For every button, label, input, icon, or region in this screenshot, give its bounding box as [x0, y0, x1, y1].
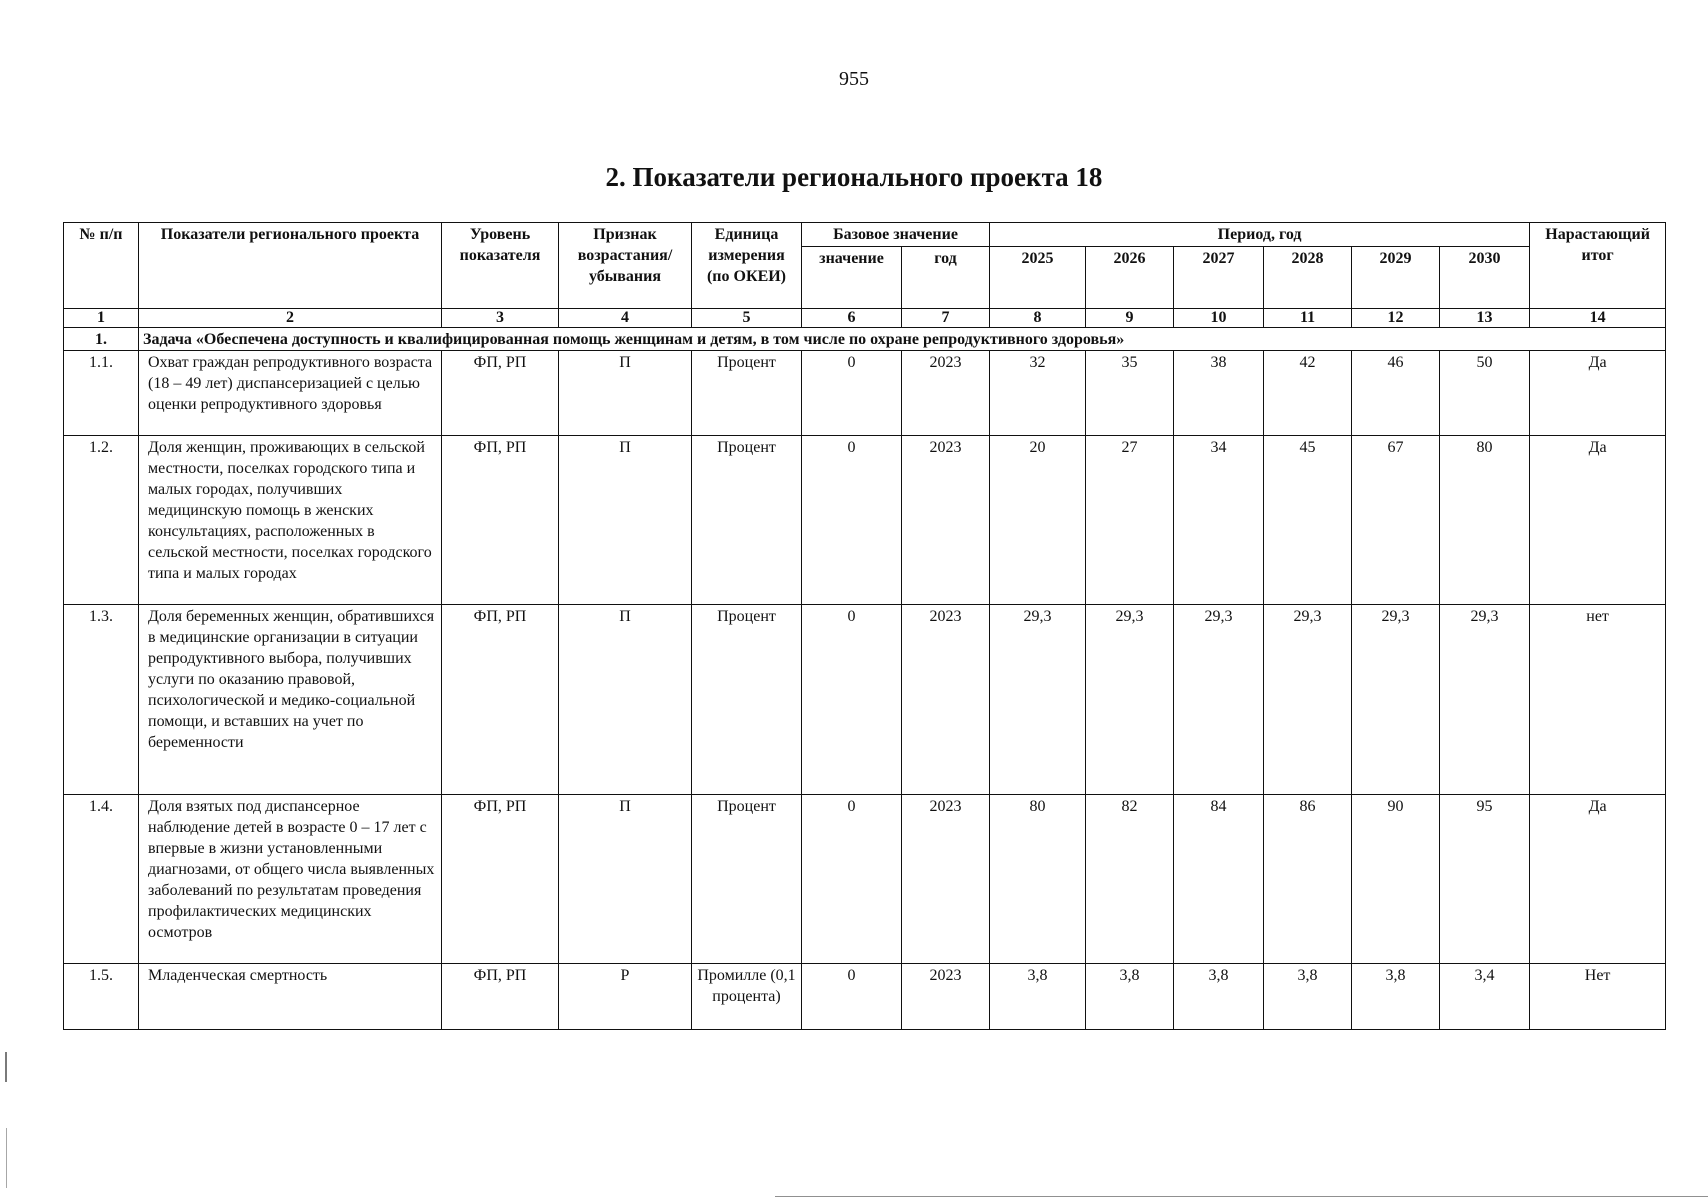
year-value: 27 — [1086, 436, 1174, 605]
header-year: 2028 — [1264, 247, 1352, 309]
column-number: 14 — [1530, 309, 1666, 328]
cumulative-value: Да — [1530, 351, 1666, 436]
header-name: Показатели регионального проекта — [139, 223, 442, 309]
column-number: 13 — [1440, 309, 1530, 328]
year-value: 3,8 — [1352, 964, 1440, 1030]
indicator-name: Охват граждан репродуктивного возраста (18 – 49 лет) диспансеризацией с целью оценки репродуктивного здоровья — [139, 351, 442, 436]
header-base-year: год — [902, 247, 990, 309]
year-value: 3,8 — [1174, 964, 1264, 1030]
column-number: 9 — [1086, 309, 1174, 328]
scan-line-left — [6, 1128, 7, 1188]
indicators-table — [63, 222, 1666, 1030]
year-value: 3,4 — [1440, 964, 1530, 1030]
cumulative-value: Да — [1530, 795, 1666, 964]
year-value: 84 — [1174, 795, 1264, 964]
header-year: 2027 — [1174, 247, 1264, 309]
indicator-sign: П — [559, 351, 692, 436]
header-sign: Признак возрастания/ убывания — [559, 223, 692, 309]
task-text: Задача «Обеспечена доступность и квалифицированная помощь женщинам и детям, в том числе по охране репродуктивного здоровья» — [139, 328, 1666, 351]
indicator-level: ФП, РП — [442, 436, 559, 605]
base-year: 2023 — [902, 605, 990, 795]
header-year: 2029 — [1352, 247, 1440, 309]
header-year: 2030 — [1440, 247, 1530, 309]
table-row — [64, 795, 1666, 964]
scan-line-left — [5, 1052, 7, 1082]
row-number: 1.4. — [64, 795, 139, 964]
year-value: 29,3 — [1440, 605, 1530, 795]
table-row — [64, 351, 1666, 436]
header-year: 2026 — [1086, 247, 1174, 309]
base-value: 0 — [802, 795, 902, 964]
year-value: 82 — [1086, 795, 1174, 964]
header-num: № п/п — [64, 223, 139, 309]
year-value: 90 — [1352, 795, 1440, 964]
base-year: 2023 — [902, 964, 990, 1030]
year-value: 95 — [1440, 795, 1530, 964]
year-value: 29,3 — [1352, 605, 1440, 795]
indicator-unit: Процент — [692, 351, 802, 436]
column-number: 11 — [1264, 309, 1352, 328]
column-numbers-row — [64, 309, 1666, 328]
table-row — [64, 436, 1666, 605]
page-number: 955 — [839, 68, 869, 90]
year-value: 32 — [990, 351, 1086, 436]
header-period: Период, год — [990, 223, 1530, 247]
year-value: 29,3 — [1264, 605, 1352, 795]
table-header — [64, 223, 1666, 309]
base-value: 0 — [802, 964, 902, 1030]
year-value: 20 — [990, 436, 1086, 605]
base-year: 2023 — [902, 436, 990, 605]
base-value: 0 — [802, 605, 902, 795]
column-number: 7 — [902, 309, 990, 328]
year-value: 3,8 — [990, 964, 1086, 1030]
row-number: 1.2. — [64, 436, 139, 605]
document-title: 2. Показатели регионального проекта 18 — [605, 162, 1103, 192]
year-value: 86 — [1264, 795, 1352, 964]
year-value: 80 — [1440, 436, 1530, 605]
column-number: 10 — [1174, 309, 1264, 328]
header-base: Базовое значение — [802, 223, 990, 247]
year-value: 29,3 — [1086, 605, 1174, 795]
indicator-unit: Процент — [692, 605, 802, 795]
indicator-unit: Промилле (0,1 процента) — [692, 964, 802, 1030]
column-number: 5 — [692, 309, 802, 328]
year-value: 50 — [1440, 351, 1530, 436]
year-value: 34 — [1174, 436, 1264, 605]
indicator-sign: П — [559, 795, 692, 964]
column-number: 4 — [559, 309, 692, 328]
year-value: 3,8 — [1264, 964, 1352, 1030]
indicator-name: Доля взятых под диспансерное наблюдение детей в возрасте 0 – 17 лет с впервые в жизни установленными диагнозами, от общего числа выявленных заболеваний по результатам проведения профилактических медицинских осмотров — [139, 795, 442, 964]
row-number: 1.3. — [64, 605, 139, 795]
scan-line-bottom — [775, 1196, 1708, 1197]
cumulative-value: нет — [1530, 605, 1666, 795]
base-value: 0 — [802, 436, 902, 605]
indicator-level: ФП, РП — [442, 964, 559, 1030]
base-year: 2023 — [902, 351, 990, 436]
year-value: 29,3 — [990, 605, 1086, 795]
task-number: 1. — [64, 328, 139, 351]
header-unit: Единица измерения (по ОКЕИ) — [692, 223, 802, 309]
header-base-value: значение — [802, 247, 902, 309]
column-number: 8 — [990, 309, 1086, 328]
indicator-sign: П — [559, 436, 692, 605]
row-number: 1.1. — [64, 351, 139, 436]
header-cumulative: Нарастающий итог — [1530, 223, 1666, 309]
year-value: 3,8 — [1086, 964, 1174, 1030]
year-value: 35 — [1086, 351, 1174, 436]
column-number: 6 — [802, 309, 902, 328]
year-value: 46 — [1352, 351, 1440, 436]
year-value: 38 — [1174, 351, 1264, 436]
year-value: 67 — [1352, 436, 1440, 605]
indicator-unit: Процент — [692, 436, 802, 605]
cumulative-value: Да — [1530, 436, 1666, 605]
indicator-sign: П — [559, 605, 692, 795]
table-row — [64, 964, 1666, 1030]
indicator-name: Доля беременных женщин, обратившихся в медицинские организации в ситуации репродуктивного выбора, получивших услуги по оказанию правовой, психологической и медико-социальной помощи, и вставших на учет по беременности — [139, 605, 442, 795]
indicator-unit: Процент — [692, 795, 802, 964]
base-value: 0 — [802, 351, 902, 436]
column-number: 12 — [1352, 309, 1440, 328]
column-number: 2 — [139, 309, 442, 328]
task-row — [64, 328, 1666, 351]
year-value: 80 — [990, 795, 1086, 964]
indicator-level: ФП, РП — [442, 605, 559, 795]
table-row — [64, 605, 1666, 795]
indicator-name: Младенческая смертность — [139, 964, 442, 1030]
year-value: 29,3 — [1174, 605, 1264, 795]
year-value: 45 — [1264, 436, 1352, 605]
indicator-level: ФП, РП — [442, 795, 559, 964]
indicator-name: Доля женщин, проживающих в сельской местности, поселках городского типа и малых городах, получивших медицинскую помощь в женских консультациях, расположенных в сельской местности, поселках городского типа и малых городах — [139, 436, 442, 605]
column-number: 1 — [64, 309, 139, 328]
year-value: 42 — [1264, 351, 1352, 436]
cumulative-value: Нет — [1530, 964, 1666, 1030]
header-level: Уровень показателя — [442, 223, 559, 309]
row-number: 1.5. — [64, 964, 139, 1030]
indicator-level: ФП, РП — [442, 351, 559, 436]
header-year: 2025 — [990, 247, 1086, 309]
column-number: 3 — [442, 309, 559, 328]
indicator-sign: Р — [559, 964, 692, 1030]
base-year: 2023 — [902, 795, 990, 964]
